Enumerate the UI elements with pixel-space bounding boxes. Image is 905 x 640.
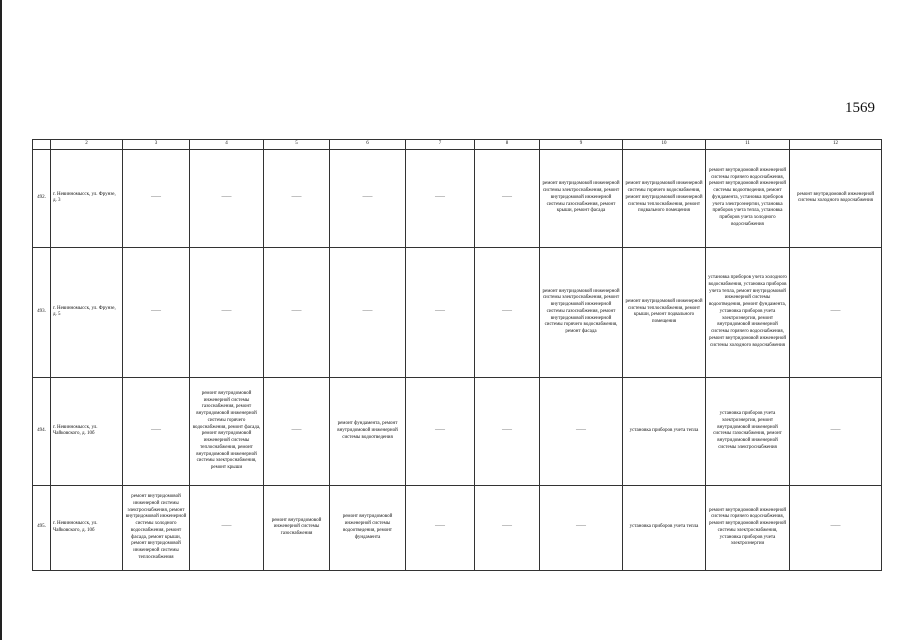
repair-schedule-table	[32, 139, 882, 571]
empty-dash-cell: ——	[475, 149, 540, 247]
works-cell: ремонт внутридомовой инженерной системы газоснабжения, ремонт внутридомовой инженерной системы горячего водоснабжения, ремонт фасада, ремонт внутридомовой инженерной системы теплоснабжения, ремонт внутридомовой инженерной системы электроснабжения, ремонт крыши	[190, 377, 264, 485]
table-row	[33, 149, 882, 247]
works-cell: ремонт внутридомовой инженерной системы горячего водоснабжения, ремонт внутридомовой инженерной системы теплоснабжения, ремонт подвального помещения	[623, 149, 706, 247]
empty-dash-cell: ——	[190, 485, 264, 570]
empty-dash-cell: ——	[790, 377, 882, 485]
empty-dash-cell: ——	[330, 149, 406, 247]
works-cell: ремонт внутридомовой инженерной системы горячего водоснабжения, ремонт внутридомовой инженерной системы водоотведения, ремонт фундамента, установка приборов учета электроэнергии, установка приборов учета тепла, установка приборов учета холодного водоснабжения	[706, 149, 790, 247]
works-cell: установка приборов учета электроэнергии, ремонт внутридомовой инженерной системы газоснабжения, ремонт внутридомовой инженерной системы электроснабжения	[706, 377, 790, 485]
table-row	[33, 485, 882, 570]
empty-dash-cell: ——	[123, 377, 190, 485]
works-cell: ремонт внутридомовой инженерной системы электроснабжения, ремонт внутридомовой инженерной системы газоснабжения, ремонт крыши, ремонт фасада	[540, 149, 623, 247]
works-cell: установка приборов учета тепла	[623, 377, 706, 485]
empty-dash-cell: ——	[540, 485, 623, 570]
column-header: 9	[540, 140, 623, 150]
column-header	[33, 140, 51, 150]
empty-dash-cell: ——	[540, 377, 623, 485]
works-cell: ремонт внутридомовой инженерной системы горячего водоснабжения, ремонт внутридомовой инженерной системы электроснабжения, установка приборов учета электроэнергии	[706, 485, 790, 570]
address-cell: г. Невинномысск, ул. Фрунзе, д. 5	[51, 247, 123, 377]
column-number-row	[33, 140, 882, 150]
works-cell: ремонт внутридомовой инженерной системы электроснабжения, ремонт внутридомовой инженерной системы газоснабжения, ремонт внутридомовой инженерной системы горячего водоснабжения, ремонт фасада	[540, 247, 623, 377]
row-number: 494.	[33, 377, 51, 485]
column-header: 4	[190, 140, 264, 150]
address-cell: г. Невинномысск, ул. Чайковского, д. 10б	[51, 485, 123, 570]
empty-dash-cell: ——	[790, 247, 882, 377]
column-header: 12	[790, 140, 882, 150]
works-cell: ремонт фундамента, ремонт внутридомовой инженерной системы водоотведения	[330, 377, 406, 485]
address-cell: г. Невинномысск, ул. Чайковского, д. 10б	[51, 377, 123, 485]
address-cell: г. Невинномысск, ул. Фрунзе, д. 3	[51, 149, 123, 247]
empty-dash-cell: ——	[790, 485, 882, 570]
column-header: 11	[706, 140, 790, 150]
page-number: 1569	[845, 100, 875, 116]
empty-dash-cell: ——	[123, 247, 190, 377]
empty-dash-cell: ——	[406, 377, 475, 485]
empty-dash-cell: ——	[475, 377, 540, 485]
column-header: 7	[406, 140, 475, 150]
row-number: 493.	[33, 247, 51, 377]
works-cell: установка приборов учета холодного водоснабжения, установка приборов учета тепла, ремонт внутридомовой инженерной системы водоотведения, ремонт фундамента, установка приборов учета электроэнергии, ремонт внутридомовой инженерной системы горячего водоснабжения, ремонт внутридомовой инженерной системы холодного водоснабжения	[706, 247, 790, 377]
empty-dash-cell: ——	[406, 149, 475, 247]
empty-dash-cell: ——	[123, 149, 190, 247]
empty-dash-cell: ——	[264, 149, 330, 247]
works-cell: ремонт внутридомовой инженерной системы электроснабжения, ремонт внутридомовой инженерной системы холодного водоснабжения, ремонт фасада, ремонт крыши, ремонт внутридомовой инженерной системы теплоснабжения	[123, 485, 190, 570]
row-number: 492.	[33, 149, 51, 247]
column-header: 3	[123, 140, 190, 150]
empty-dash-cell: ——	[475, 247, 540, 377]
column-header: 10	[623, 140, 706, 150]
empty-dash-cell: ——	[406, 247, 475, 377]
page-left-border	[0, 0, 2, 640]
empty-dash-cell: ——	[190, 247, 264, 377]
empty-dash-cell: ——	[406, 485, 475, 570]
empty-dash-cell: ——	[475, 485, 540, 570]
empty-dash-cell: ——	[264, 247, 330, 377]
column-header: 2	[51, 140, 123, 150]
works-cell: ремонт внутридомовой инженерной системы водоотведения, ремонт фундамента	[330, 485, 406, 570]
table-row	[33, 247, 882, 377]
table-row	[33, 377, 882, 485]
empty-dash-cell: ——	[264, 377, 330, 485]
column-header: 8	[475, 140, 540, 150]
empty-dash-cell: ——	[190, 149, 264, 247]
works-cell: ремонт внутридомовой инженерной системы теплоснабжения, ремонт крыши, ремонт подвального помещения	[623, 247, 706, 377]
works-cell: ремонт внутридомовой инженерной системы газоснабжения	[264, 485, 330, 570]
works-cell: ремонт внутридомовой инженерной системы холодного водоснабжения	[790, 149, 882, 247]
column-header: 5	[264, 140, 330, 150]
column-header: 6	[330, 140, 406, 150]
empty-dash-cell: ——	[330, 247, 406, 377]
works-cell: установка приборов учета тепла	[623, 485, 706, 570]
row-number: 495.	[33, 485, 51, 570]
